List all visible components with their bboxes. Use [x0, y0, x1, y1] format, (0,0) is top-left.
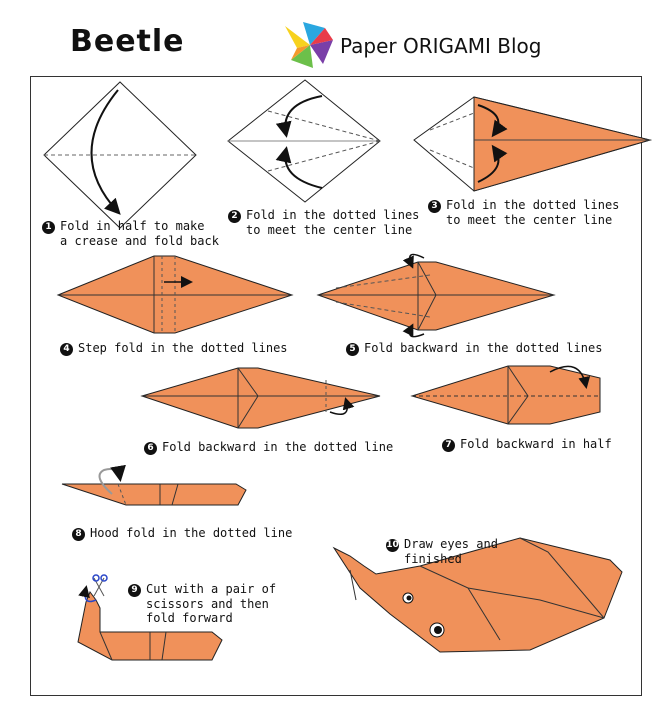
step-3-caption: 3 Fold in the dotted lines to meet the center line [428, 198, 619, 227]
diagram-step-7 [412, 366, 600, 424]
diagram-step-3 [414, 97, 650, 191]
diagram-step-6 [142, 368, 380, 428]
diagram-step-4 [58, 256, 292, 333]
diagram-step-5 [318, 254, 554, 336]
diagram-step-8 [62, 469, 246, 505]
page-title: Beetle [70, 24, 185, 59]
step-1-caption: 1 Fold in half to make a crease and fold back [42, 219, 219, 248]
diagram-step-1 [44, 82, 196, 228]
step-5-caption: 5 Fold backward in the dotted lines [346, 341, 602, 356]
step-10-caption: 10 Draw eyes and finished [386, 537, 498, 566]
step-9-caption: 9 Cut with a pair of scissors and then fold forward [128, 582, 276, 625]
diagram-step-2 [228, 80, 380, 202]
step-2-caption: 2 Fold in the dotted lines to meet the center line [228, 208, 419, 237]
step-6-caption: 6 Fold backward in the dotted line [144, 440, 393, 455]
blog-name: Paper ORIGAMI Blog [340, 34, 542, 58]
step-4-caption: 4 Step fold in the dotted lines [60, 341, 288, 356]
step-8-caption: 8 Hood fold in the dotted line [72, 526, 292, 541]
step-7-caption: 7 Fold backward in half [442, 437, 612, 452]
